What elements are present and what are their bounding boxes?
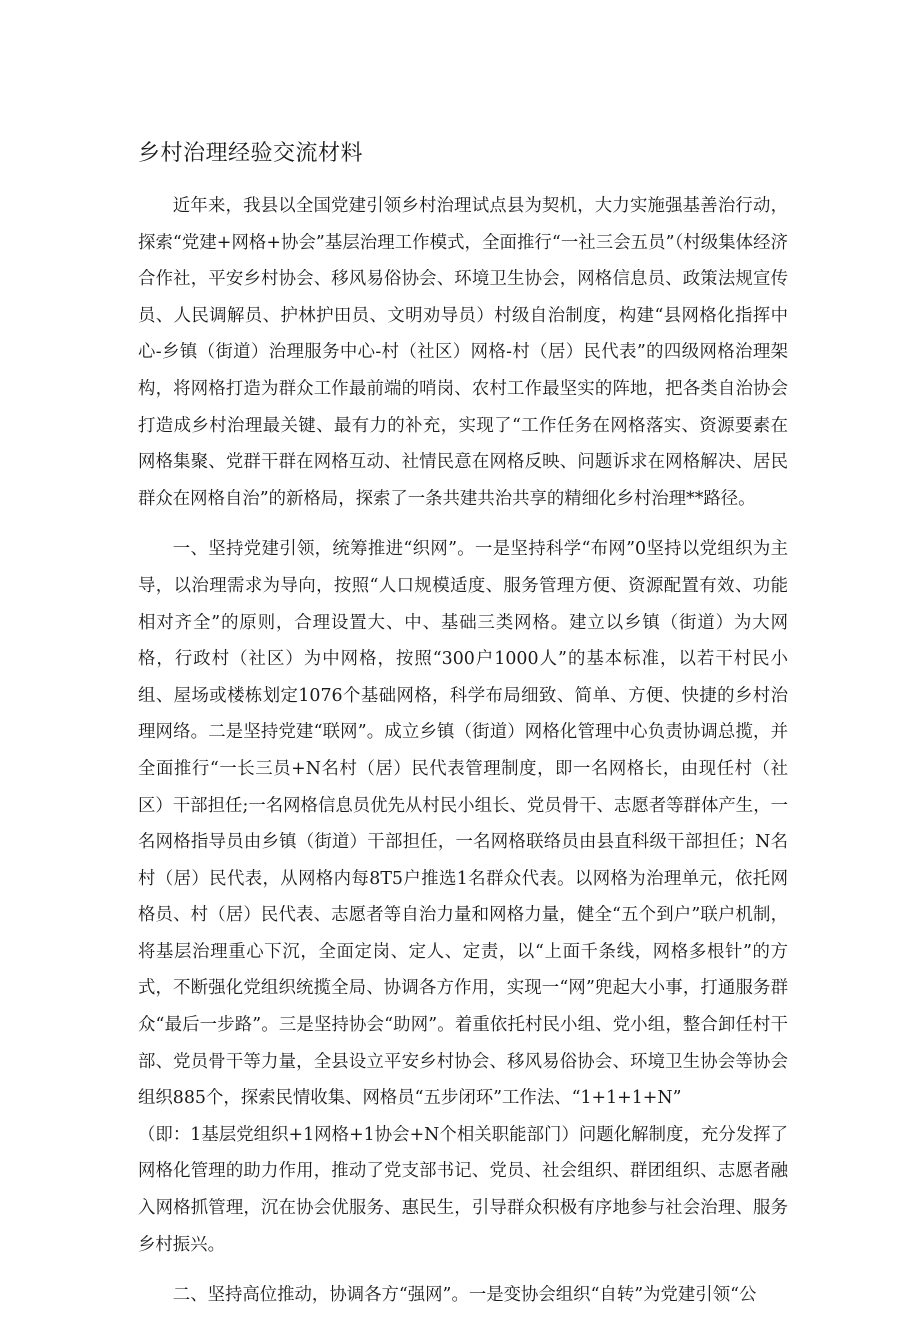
paragraph-section-one-continued: （即：1基层党组织+1网格+1协会+N个相关职能部门）问题化解制度，充分发挥了网格化管理的助力作用，推动了党支部书记、党员、社会组织、群团组织、志愿者融入网格抓管理，沉在协会优服务、惠民生，引导群众积极有序地参与社会治理、服务乡村振兴。 [138, 1124, 788, 1255]
document-page [138, 138, 788, 1328]
paragraph-section-one: 一、坚持党建引领，统筹推进“织网”。一是坚持科学“布网”0坚持以党组织为主导，以治理需求为导向，按照“人口规模适度、服务管理方便、资源配置有效、功能相对齐全”的原则，合理设置大、中、基础三类网格。建立以乡镇（街道）为大网格，行政村（社区）为中网格，按照“300户1000人”的基本标准，以若干村民小组、屋场或楼栋划定1076个基础网格，科学布局细致、简单、方便、快捷的乡村治理网络。二是坚持党建“联网”。成立乡镇（街道）网格化管理中心负责协调总揽，并全面推行“一长三员+N名村（居）民代表管理制度，即一名网格长，由现任村（社区）干部担任;一名网格信息员优先从村民小组长、党员骨干、志愿者等群体产生，一名网格指导员由乡镇（街道）干部担任，一名网格联络员由县直科级干部担任；N名村（居）民代表，从网格内每8T5户推选1名群众代表。以网格为治理单元，依托网格员、村（居）民代表、志愿者等自治力量和网格力量，健全“五个到户”联户机制，将基层治理重心下沉，全面定岗、定人、定责，以“上面千条线，网格多根针”的方式，不断强化党组织统揽全局、协调各方作用，实现一“网”兜起大小事，打通服务群众“最后一步路”。三是坚持协会“助网”。着重依托村民小组、党小组，整合卸任村干部、党员骨干等力量，全县设立平安乡村协会、移风易俗协会、环境卫生协会等协会组织885个，探索民情收集、网格员“五步闭环”工作法、“1+1+1+N” [138, 539, 788, 1109]
paragraph-section-two: 二、坚持高位推动，协调各方“强网”。一是变协会组织“自转”为党建引领“公 [172, 1285, 757, 1306]
document-title: 乡村治理经验交流材料 [138, 141, 364, 166]
paragraph-intro: 近年来，我县以全国党建引领乡村治理试点县为契机，大力实施强基善治行动，探索“党建+网格+协会”基层治理工作模式，全面推行“一社三会五员”（村级集体经济合作社，平安乡村协会、移风易俗协会、环境卫生协会，网格信息员、政策法规宣传员、人民调解员、护林护田员、文明劝导员）村级自治制度，构建“县网格化指挥中心-乡镇（街道）治理服务中心-村（社区）网格-村（居）民代表”的四级网格治理架构，将网格打造为群众工作最前端的哨岗、农村工作最坚实的阵地，把各类自治协会打造成乡村治理最关键、最有力的补充，实现了“工作任务在网格落实、资源要素在网格集聚、党群干群在网格互动、社情民意在网格反映、问题诉求在网格解决、居民群众在网格自治”的新格局，探索了一条共建共治共享的精细化乡村治理**路径。 [138, 196, 788, 509]
